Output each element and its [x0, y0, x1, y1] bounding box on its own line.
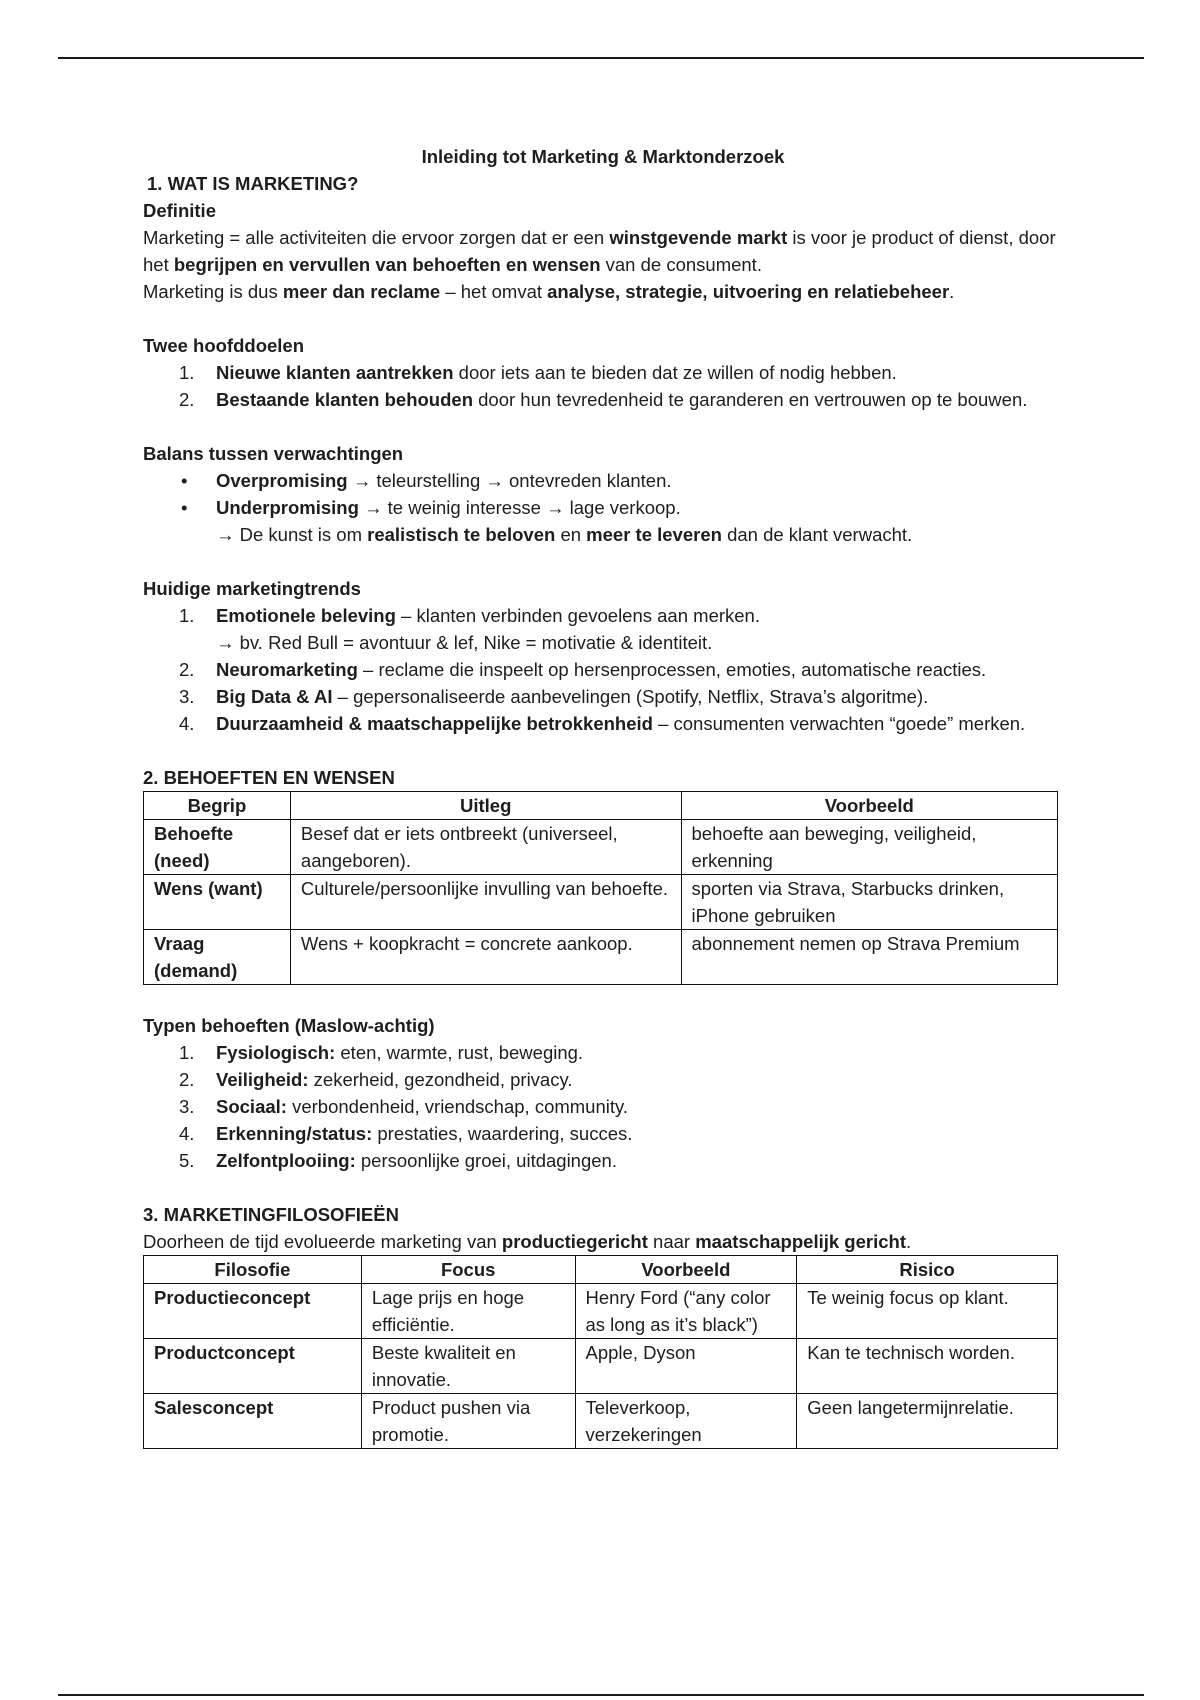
list-item-term: Zelfontplooiing: — [216, 1150, 356, 1171]
table-header-row — [144, 792, 1058, 820]
list-item — [143, 1039, 1063, 1066]
list-item-text: door iets aan te bieden dat ze willen of nodig hebben. — [453, 362, 897, 383]
list-item — [143, 1066, 1063, 1093]
header-rule — [58, 57, 1144, 59]
list-number: 4. — [179, 713, 195, 734]
table-cell: Beste kwaliteit en innovatie. — [361, 1339, 575, 1394]
table-row — [144, 875, 1058, 930]
table-cell: abonnement nemen op Strava Premium — [681, 930, 1058, 985]
text-run: van de consument. — [600, 254, 762, 275]
list-item-text: verbondenheid, vriendschap, community. — [286, 1096, 629, 1117]
table-cell: Salesconcept — [144, 1394, 362, 1449]
table-row — [144, 1394, 1058, 1449]
list-item-text: prestaties, waardering, succes. — [372, 1123, 633, 1144]
table-cell: Behoefte (need) — [144, 820, 291, 875]
behoeften-table — [143, 791, 1058, 985]
list-item — [143, 1093, 1063, 1120]
text-run: Marketing is dus — [143, 281, 283, 302]
table-cell: Geen langetermijnrelatie. — [797, 1394, 1058, 1449]
list-item-text: – gepersonaliseerde aanbevelingen (Spotify, Netflix, Strava’s algoritme). — [332, 686, 929, 707]
list-item-text: – klanten verbinden gevoelens aan merken. — [395, 605, 760, 626]
bold-text: analyse, strategie, uitvoering en relatiebeheer — [547, 281, 950, 302]
list-item-term: Underpromising — [216, 497, 359, 518]
bold-text: begrijpen en vervullen van behoeften en wensen — [173, 254, 601, 275]
table-header-cell: Focus — [361, 1256, 575, 1284]
text-run: Marketing = alle activiteiten die ervoor zorgen dat er een — [143, 227, 610, 248]
list-item-text: → te weinig interesse → lage verkoop. — [358, 497, 681, 518]
table-header-row — [144, 1256, 1058, 1284]
list-item-term: Overpromising — [216, 470, 348, 491]
list-item-text: eten, warmte, rust, beweging. — [335, 1042, 584, 1063]
text-run: – het omvat — [440, 281, 548, 302]
text-run: is voor je product of dienst, door het — [143, 227, 1056, 275]
list-item — [143, 359, 1063, 386]
balans-list — [143, 467, 1063, 521]
list-item-term: Emotionele beleving — [216, 605, 396, 626]
table-row — [144, 930, 1058, 985]
trends-list — [143, 602, 1063, 737]
table-cell: Televerkoop, verzekeringen — [575, 1394, 797, 1449]
list-item — [143, 602, 1063, 656]
list-number: 2. — [179, 659, 195, 680]
list-item-text: – consumenten verwachten “goede” merken. — [652, 713, 1026, 734]
table-cell: sporten via Strava, Starbucks drinken, iPhone gebruiken — [681, 875, 1058, 930]
text-run: . — [949, 281, 955, 302]
table-cell: Te weinig focus op klant. — [797, 1284, 1058, 1339]
list-item-term: Neuromarketing — [216, 659, 358, 680]
table-cell: Wens (want) — [144, 875, 291, 930]
section-3-heading: 3. MARKETINGFILOSOFIEËN — [143, 1204, 399, 1225]
list-number: 2. — [179, 1069, 195, 1090]
list-item-text: persoonlijke groei, uitdagingen. — [355, 1150, 617, 1171]
list-item-term: Duurzaamheid & maatschappelijke betrokkenheid — [216, 713, 653, 734]
table-cell: Kan te technisch worden. — [797, 1339, 1058, 1394]
list-number: 1. — [179, 605, 195, 626]
definition-paragraph — [143, 224, 1063, 278]
list-item-text: → teleurstelling → ontevreden klanten. — [347, 470, 672, 491]
list-item — [143, 386, 1063, 413]
list-item-subnote: → bv. Red Bull = avontuur & lef, Nike = motivatie & identiteit. — [216, 632, 713, 653]
bold-text: realistisch te beloven — [367, 524, 556, 545]
typen-list — [143, 1039, 1063, 1174]
definition-paragraph-2 — [143, 278, 1063, 305]
table-cell: Productieconcept — [144, 1284, 362, 1339]
list-item-term: Sociaal: — [216, 1096, 287, 1117]
bold-text: meer te leveren — [586, 524, 722, 545]
list-item — [143, 467, 1063, 494]
table-cell: Culturele/persoonlijke invulling van behoefte. — [290, 875, 681, 930]
list-number: 5. — [179, 1150, 195, 1171]
list-item — [143, 683, 1063, 710]
table-cell: Wens + koopkracht = concrete aankoop. — [290, 930, 681, 985]
table-header-cell: Risico — [797, 1256, 1058, 1284]
text-run: naar — [647, 1231, 696, 1252]
table-cell: Product pushen via promotie. — [361, 1394, 575, 1449]
table-row — [144, 1339, 1058, 1394]
table-cell: Apple, Dyson — [575, 1339, 797, 1394]
list-number: 4. — [179, 1123, 195, 1144]
section-2-heading: 2. BEHOEFTEN EN WENSEN — [143, 767, 395, 788]
table-cell: Vraag (demand) — [144, 930, 291, 985]
list-item — [143, 656, 1063, 683]
table-row — [144, 1284, 1058, 1339]
list-item — [143, 494, 1063, 521]
table-cell: behoefte aan beweging, veiligheid, erkenning — [681, 820, 1058, 875]
table-header-cell: Begrip — [144, 792, 291, 820]
list-item — [143, 710, 1063, 737]
bullet-icon: • — [181, 470, 188, 491]
table-row — [144, 820, 1058, 875]
text-run: en — [555, 524, 587, 545]
list-item — [143, 1120, 1063, 1147]
list-item-term: Veiligheid: — [216, 1069, 309, 1090]
bold-text: maatschappelijk gericht — [695, 1231, 906, 1252]
bullet-icon: • — [181, 497, 188, 518]
footer-rule — [58, 1694, 1144, 1696]
list-item-text: zekerheid, gezondheid, privacy. — [308, 1069, 573, 1090]
list-item-term: Erkenning/status: — [216, 1123, 373, 1144]
list-item-text: – reclame die inspeelt op hersenprocessen, emoties, automatische reacties. — [357, 659, 987, 680]
table-cell: Besef dat er iets ontbreekt (universeel, aangeboren). — [290, 820, 681, 875]
typen-heading: Typen behoeften (Maslow-achtig) — [143, 1015, 435, 1036]
list-item-term: Bestaande klanten behouden — [216, 389, 473, 410]
table-header-cell: Filosofie — [144, 1256, 362, 1284]
table-header-cell: Voorbeeld — [681, 792, 1058, 820]
trends-heading: Huidige marketingtrends — [143, 578, 361, 599]
list-number: 1. — [179, 1042, 195, 1063]
table-header-cell: Uitleg — [290, 792, 681, 820]
doelen-list — [143, 359, 1063, 413]
bold-text: winstgevende markt — [609, 227, 788, 248]
document-title: Inleiding tot Marketing & Marktonderzoek — [421, 146, 785, 167]
text-run: dan de klant verwacht. — [721, 524, 913, 545]
balans-note — [143, 521, 1063, 548]
document-page — [143, 143, 1063, 1449]
list-number: 3. — [179, 1096, 195, 1117]
bold-text: meer dan reclame — [282, 281, 441, 302]
list-number: 1. — [179, 362, 195, 383]
bold-text: productiegericht — [501, 1231, 648, 1252]
section-3-intro — [143, 1228, 1063, 1255]
table-cell: Productconcept — [144, 1339, 362, 1394]
filosofieen-table — [143, 1255, 1058, 1449]
balans-heading: Balans tussen verwachtingen — [143, 443, 404, 464]
list-number: 3. — [179, 686, 195, 707]
list-item-term: Nieuwe klanten aantrekken — [216, 362, 454, 383]
table-cell: Henry Ford (“any color as long as it’s black”) — [575, 1284, 797, 1339]
table-header-cell: Voorbeeld — [575, 1256, 797, 1284]
text-run: . — [905, 1231, 912, 1252]
list-item-text: door hun tevredenheid te garanderen en vertrouwen op te bouwen. — [473, 389, 1028, 410]
doelen-heading: Twee hoofddoelen — [143, 335, 305, 356]
section-1-heading: 1. WAT IS MARKETING? — [147, 173, 359, 194]
text-run: Doorheen de tijd evolueerde marketing van — [143, 1231, 502, 1252]
list-item-term: Fysiologisch: — [216, 1042, 336, 1063]
list-number: 2. — [179, 389, 195, 410]
table-cell: Lage prijs en hoge efficiëntie. — [361, 1284, 575, 1339]
list-item — [143, 1147, 1063, 1174]
text-run: → De kunst is om — [216, 524, 368, 545]
list-item-term: Big Data & AI — [216, 686, 333, 707]
definitie-heading: Definitie — [143, 200, 216, 221]
